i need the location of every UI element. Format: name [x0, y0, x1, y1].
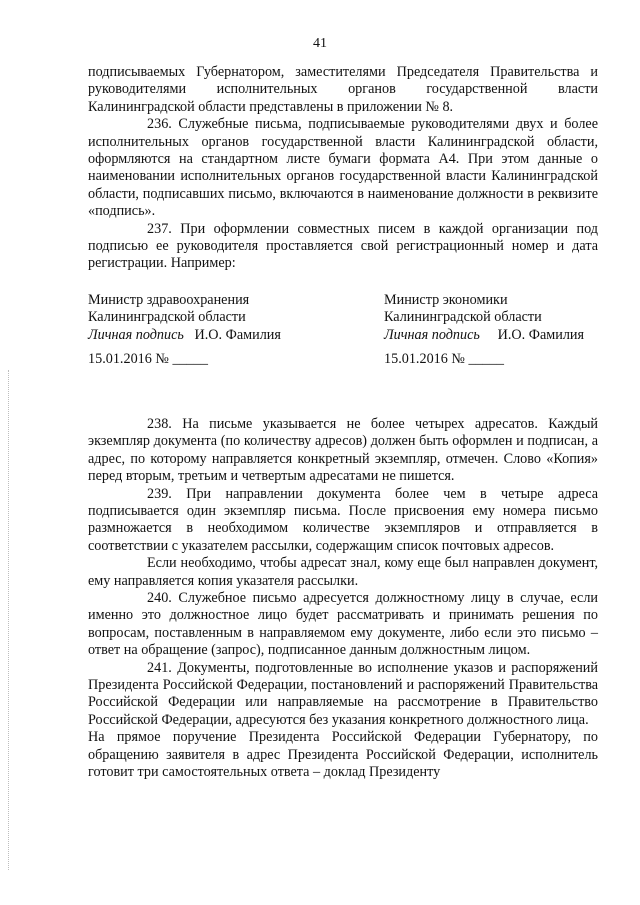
paragraph-p-236: 236. Служебные письма, подписываемые руководителями двух и более исполнительных органов государственной власти Калининградской области, оформляются на стандартном листе бумаги формата А4. При этом данные о наименовании исполнительных органов государственной власти Калининградской области, подписавших письмо, включаются в наименование должности в реквизите «подпись».	[88, 116, 598, 220]
paragraphs-top	[88, 64, 598, 273]
registration-date-number: 15.01.2016 № _____	[384, 351, 504, 368]
document-body	[88, 64, 598, 781]
paragraph-p-241: 241. Документы, подготовленные во исполнение указов и распоряжений Президента Российской Федерации, постановлений и распоряжений Правительства Российской Федерации или направляемые на рассмотрение в Правительство Российской Федерации, адресуются без указания конкретного должностного лица.	[88, 659, 598, 728]
signature-region: Калининградской области	[384, 309, 542, 326]
paragraph-p-239b: Если необходимо, чтобы адресат знал, кому еще был направлен документ, ему направляется копия указателя рассылки.	[88, 555, 598, 589]
paragraph-p-241b: На прямое поручение Президента Российской Федерации Губернатору, по обращению заявителя в адрес Президента Российской Федерации, исполнитель готовит три самостоятельных ответа – доклад Президенту	[88, 729, 598, 780]
signature-position: Министр экономики	[384, 291, 508, 308]
paragraphs-bottom	[88, 416, 598, 782]
signature-label: Личная подпись	[88, 326, 184, 343]
signature-block-right	[384, 292, 598, 369]
signature-line	[88, 327, 338, 344]
paragraph-p-239: 239. При направлении документа более чем в четыре адреса подписывается один экземпляр письма. После присвоения ему номера письмо размножается в необходимом количестве экземпляров и отправляется в соответствии с указателем рассылки, содержащим список почтовых адресов.	[88, 485, 598, 554]
scan-margin-marks	[8, 370, 13, 870]
paragraph-p-238: 238. На письме указывается не более четырех адресатов. Каждый экземпляр документа (по количеству адресов) должен быть оформлен и подписан, а адрес, по которому направляется конкретный экземпляр, отмечен. Слово «Копия» перед вторым, третьим и четвертым адресатами не пишется.	[88, 415, 598, 485]
signature-line	[384, 327, 598, 344]
signature-position: Министр здравоохранения	[88, 291, 250, 308]
signature-region: Калининградской области	[88, 309, 246, 326]
signer-name: И.О. Фамилия	[497, 326, 585, 343]
signer-name: И.О. Фамилия	[194, 326, 281, 343]
paragraph-p-237: 237. При оформлении совместных писем в каждой организации под подписью ее руководителя проставляется свой регистрационный номер и дата регистрации. Например:	[88, 220, 598, 272]
signature-block-left	[88, 292, 338, 369]
paragraph-p-240: 240. Служебное письмо адресуется должностному лицу в случае, если именно это должностное лицо будет рассматривать и принимать решения по вопросам, поставленным в направляемом ему документе, либо если это письмо – ответ на обращение (запрос), подписанное данным должностным лицом.	[88, 589, 598, 659]
signature-example	[88, 292, 598, 408]
signature-label: Личная подпись	[384, 326, 480, 343]
registration-date-number: 15.01.2016 № _____	[88, 351, 208, 368]
page-number: 41	[313, 36, 327, 51]
paragraph-p-cont: подписываемых Губернатором, заместителями Председателя Правительства и руководителями исполнительных органов государственной власти Калининградской области представлены в приложении № 8.	[88, 64, 598, 115]
